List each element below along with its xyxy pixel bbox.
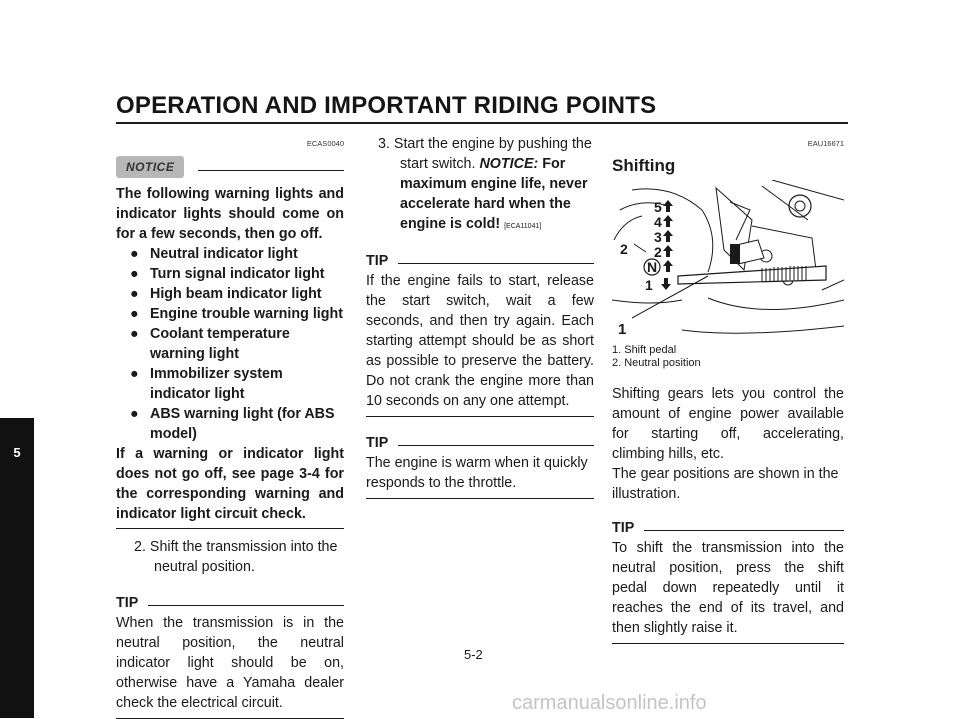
gear-label-2: 2 [654,244,662,260]
down-arrow-icon [661,278,671,290]
section-code: EAU16671 [807,139,844,148]
tip-header: TIP [612,518,844,538]
notice-outro: If a warning or indicator light does not go off, see page 3-4 for the corresponding warning and indicator light circuit check. [116,446,344,522]
list-item: ● ABS warning light (for ABS model) [130,406,335,442]
gear-label-5: 5 [654,199,662,215]
step-3: 3. Start the engine by pushing the start switch. NOTICE: For maximum engine life, never accelerate hard when the engine is cold! [ECA11041] [378,136,592,232]
notice-intro: The following warning lights and indicator lights should come on for a few seconds, then go off. [116,186,344,242]
tip-text: If the engine fails to start, release the start switch, wait a few seconds, and then try again. Each starting attempt should be as short as possible to preserve the battery. Do not crank the engine more than 10 seconds on any one attempt. [366,273,594,409]
tip-text: To shift the transmission into the neutral position, press the shift pedal down repeatedly until it reaches the end of its travel, and then slightly raise it. [612,540,844,636]
bullet-icon: ● [130,286,139,302]
page-header-title: OPERATION AND IMPORTANT RIDING POINTS [116,92,657,119]
tip-header: TIP [366,433,594,453]
bullet-icon: ● [130,326,139,342]
bullet-icon: ● [130,406,139,422]
column-1 [116,134,344,719]
section-code: ECAS0040 [306,139,344,148]
notice-header [116,156,344,178]
body-text: The gear positions are shown in the illustration. [612,466,839,502]
list-item: ● Coolant temperature warning light [130,326,290,362]
callout-line-pedal [632,276,708,318]
bullet-icon: ● [130,266,139,282]
bullet-icon: ● [130,306,139,322]
up-arrow-icon [663,200,673,272]
notice-badge: NOTICE [116,156,184,178]
tip-end-rule [366,498,594,499]
callout-shift-pedal: 1 [618,321,627,338]
notice-rule [198,170,344,171]
bullet-icon: ● [130,246,139,262]
list-item: ● High beam indicator light [130,286,322,302]
header-rule [116,122,848,124]
gear-label-4: 4 [654,214,662,230]
tip-header: TIP [116,593,344,613]
figure-caption [612,344,844,370]
chapter-tab-number: 5 [13,445,21,460]
notice-end-rule [116,528,344,529]
watermark: carmanualsonline.info [512,692,707,714]
shift-pedal-illustration [612,180,844,340]
tip-end-rule [366,416,594,417]
chapter-tab [0,418,34,718]
tip-text: The engine is warm when it quickly responds to the throttle. [366,455,588,491]
tip-text: When the transmission is in the neutral position, the neutral indicator light should be on, otherwise have a Yamaha dealer check the electrical circuit. [116,615,344,711]
section-title: Shifting [612,156,676,175]
list-item: ● Engine trouble warning light [130,306,344,322]
gear-label-3: 3 [654,229,662,245]
tip-end-rule [612,643,844,644]
list-item: ● Turn signal indicator light [130,266,325,282]
column-3 [612,134,844,644]
gear-label-n: N [647,259,658,275]
step-2: 2. Shift the transmission into the neutral position. [134,539,338,575]
list-item: ● Neutral indicator light [130,246,298,262]
caption-item: 1. Shift pedal [612,344,677,356]
bullet-icon: ● [130,366,139,382]
page-number: 5-2 [464,647,483,662]
gear-label-1: 1 [645,277,653,293]
caption-item: 2. Neutral position [612,357,701,369]
callout-line-neutral [634,244,646,252]
body-text: Shifting gears lets you control the amount of engine power available for starting off, accelerating, climbing hills, etc. [612,386,844,462]
list-item: ● Immobilizer system indicator light [130,366,283,402]
tip-header: TIP [366,251,594,271]
warning-light-list [116,244,344,444]
callout-neutral-position: 2 [620,241,628,257]
shift-pedal [678,266,826,284]
column-2 [366,134,594,499]
